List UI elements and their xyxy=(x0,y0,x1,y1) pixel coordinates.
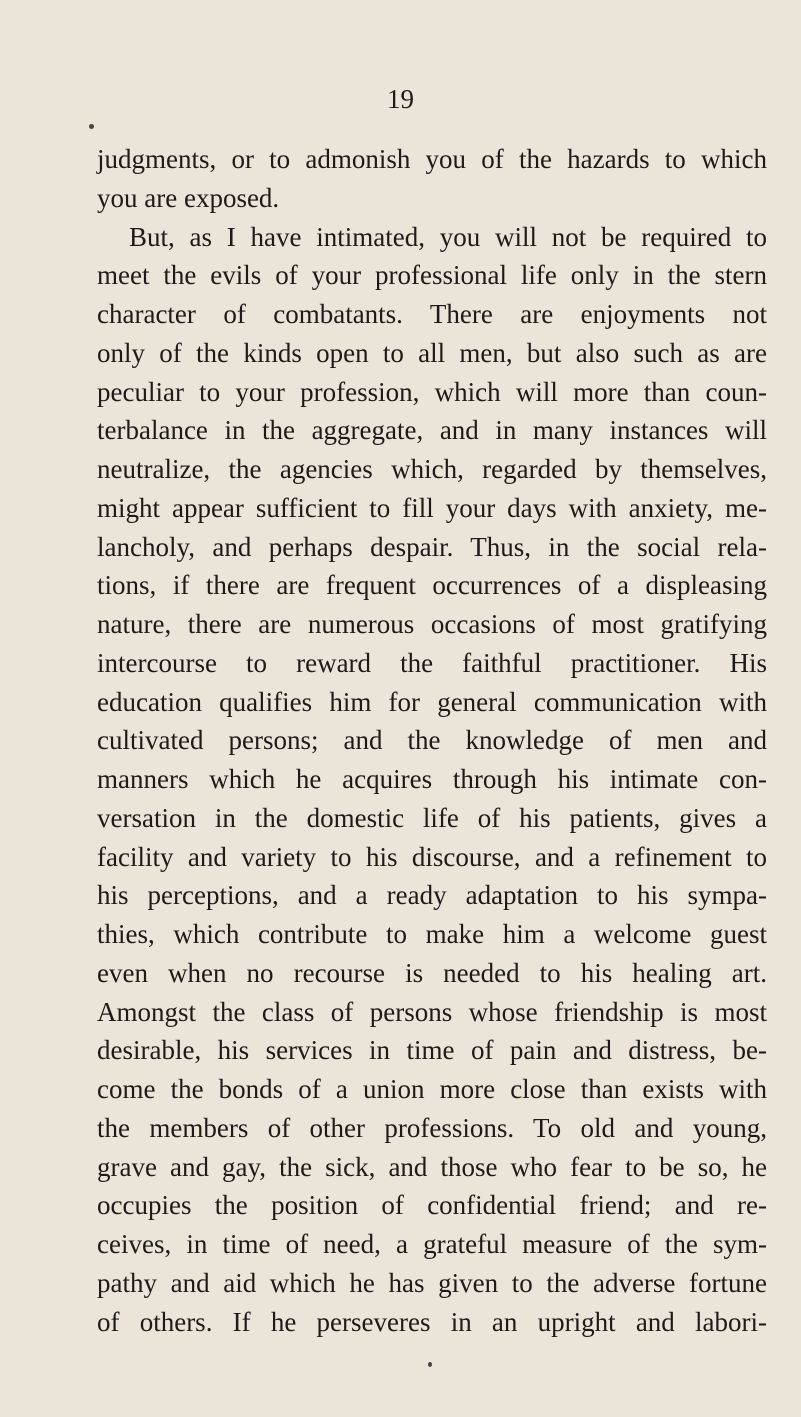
text-line: tions, if there are frequent occurrences of a displeasing xyxy=(97,570,767,601)
text-line: the members of other professions. To old and young, xyxy=(97,1112,767,1143)
text-line: judgments, or to admonish you of the hazards to which xyxy=(97,144,767,174)
text-line: desirable, his services in time of pain and distress, be- xyxy=(97,1035,767,1066)
text-line: neutralize, the agencies which, regarded by themselves, xyxy=(97,454,767,484)
text-line: only of the kinds open to all men, but also such as are xyxy=(97,337,767,368)
text-line: you are exposed. xyxy=(97,182,280,213)
text-line: his perceptions, and a ready adaptation to his sympa- xyxy=(97,880,767,911)
text-line: character of combatants. There are enjoyments not xyxy=(97,299,767,329)
page-number: 19 xyxy=(387,84,414,114)
text-line: terbalance in the aggregate, and in many instances will xyxy=(97,415,767,446)
text-line: education qualifies him for general communication with xyxy=(97,686,767,717)
text-line: grave and gay, the sick, and those who fear to be so, he xyxy=(97,1151,767,1182)
ink-speck xyxy=(428,1362,432,1367)
text-line: versation in the domestic life of his patients, gives a xyxy=(97,802,767,833)
text-line: Amongst the class of persons whose friendship is most xyxy=(97,996,767,1027)
text-line: even when no recourse is needed to his healing art. xyxy=(97,957,767,988)
text-line: peculiar to your profession, which will more than coun- xyxy=(97,376,767,407)
text-line: But, as I have intimated, you will not be required to xyxy=(129,221,767,252)
text-line: come the bonds of a union more close than exists with xyxy=(97,1074,767,1104)
text-line: meet the evils of your professional life only in the stern xyxy=(97,260,767,291)
text-line: manners which he acquires through his intimate con- xyxy=(97,764,767,794)
text-line: might appear sufficient to fill your days with anxiety, me- xyxy=(97,492,767,523)
text-line: of others. If he perseveres in an upright and labori- xyxy=(97,1306,767,1337)
body-paragraphs xyxy=(97,140,767,1341)
text-line: pathy and aid which he has given to the adverse fortune xyxy=(97,1267,767,1298)
text-line: nature, there are numerous occasions of most gratifying xyxy=(97,609,767,639)
text-line: facility and variety to his discourse, and a refinement to xyxy=(97,841,767,872)
text-line: lancholy, and perhaps despair. Thus, in the social rela- xyxy=(97,531,767,562)
text-line: occupies the position of confidential friend; and re- xyxy=(97,1190,767,1221)
ink-speck xyxy=(89,124,94,129)
text-line: cultivated persons; and the knowledge of men and xyxy=(97,725,767,756)
text-line: thies, which contribute to make him a welcome guest xyxy=(97,919,767,949)
text-line: intercourse to reward the faithful practitioner. His xyxy=(97,647,767,678)
text-line: ceives, in time of need, a grateful measure of the sym- xyxy=(97,1229,767,1259)
